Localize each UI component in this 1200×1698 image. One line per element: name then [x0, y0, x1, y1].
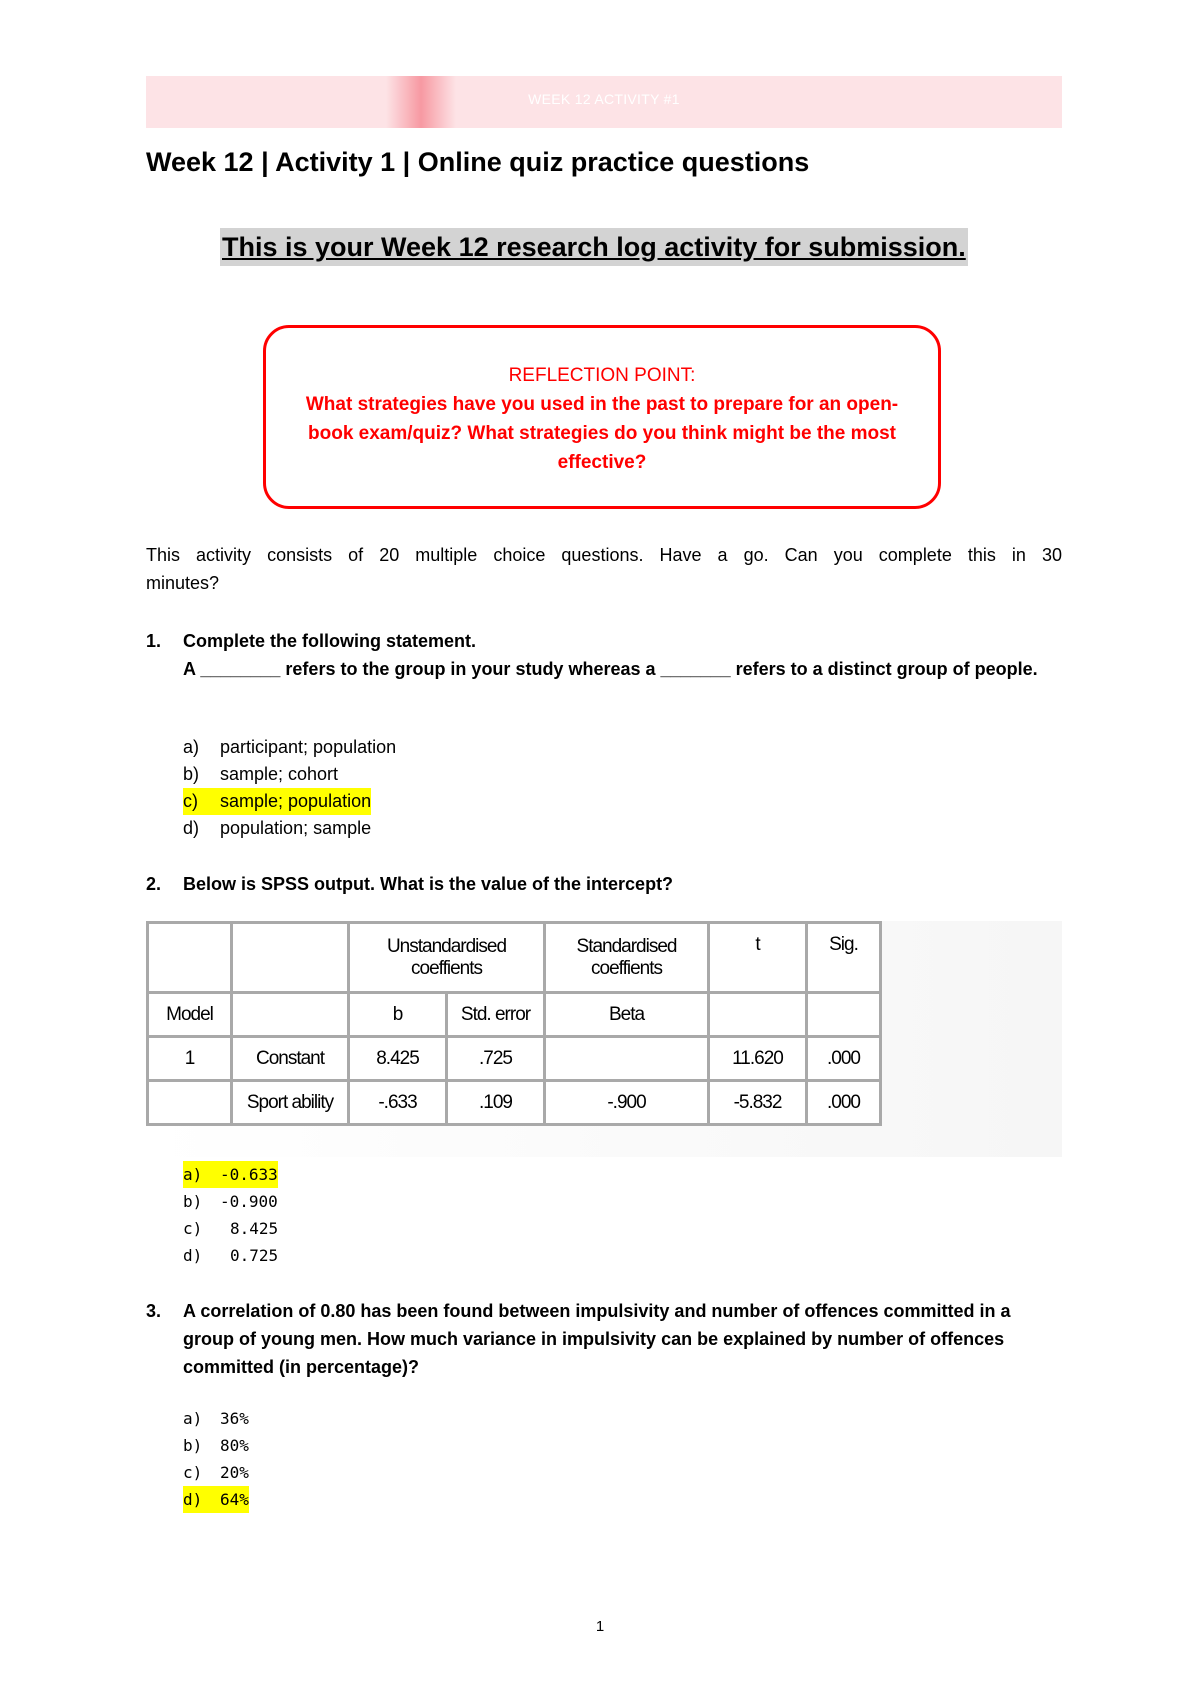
option-text: 64% — [220, 1490, 249, 1509]
table-cell: .109 — [447, 1081, 545, 1125]
option-text: 8.425 — [230, 1219, 279, 1238]
question-3 — [146, 1297, 1062, 1381]
option-letter: d) — [183, 1246, 203, 1265]
table-cell — [807, 993, 881, 1037]
option-highlight — [183, 1405, 249, 1432]
option[interactable] — [183, 788, 396, 815]
table-cell: 11.620 — [709, 1037, 807, 1081]
option-text: -0.633 — [220, 1165, 278, 1184]
option-letter: a) — [183, 1165, 203, 1184]
page-title: Week 12 | Activity 1 | Online quiz practice questions — [146, 147, 810, 177]
table-cell — [545, 1037, 709, 1081]
option-text: population; sample — [220, 818, 372, 838]
table-cell — [709, 993, 807, 1037]
table-cell: -5.832 — [709, 1081, 807, 1125]
option-letter: c) — [183, 1219, 203, 1238]
table-cell: Sport ability — [232, 1081, 349, 1125]
option-text: -0.900 — [220, 1192, 278, 1211]
submission-note-text: This is your Week 12 research log activity for submission. — [222, 232, 966, 262]
table-header-row — [148, 993, 881, 1037]
table-header-cell: Standardised coeffients — [545, 923, 709, 993]
option-highlight — [183, 788, 371, 815]
question-statement: A ________ refers to the group in your study whereas a _______ refers to a distinct group of people. — [183, 659, 1038, 679]
question-number: 2. — [146, 874, 162, 894]
options-q2 — [183, 1161, 278, 1269]
option[interactable] — [183, 1405, 249, 1432]
table-cell: -.900 — [545, 1081, 709, 1125]
option[interactable] — [183, 1459, 249, 1486]
table-cell: -.633 — [349, 1081, 447, 1125]
option-text: 0.725 — [230, 1246, 279, 1265]
table-row — [148, 1037, 881, 1081]
table-header-cell: b — [349, 993, 447, 1037]
table-header-row — [148, 923, 881, 993]
header-text: WEEK 12 ACTIVITY #1 — [528, 91, 680, 107]
question-prompt: A correlation of 0.80 has been found between impulsivity and number of offences committed in a group of young men. How much variance in impulsivity can be explained by number of offences committed (in percentage)? — [183, 1301, 1011, 1377]
option-letter: c) — [183, 791, 198, 811]
option[interactable] — [183, 1161, 278, 1188]
question-prompt: Complete the following statement. — [183, 631, 477, 651]
option-text: 36% — [220, 1409, 249, 1428]
option-letter: d) — [183, 1490, 203, 1509]
option-highlight — [183, 734, 396, 761]
option-highlight — [183, 1161, 278, 1188]
table-cell: Constant — [232, 1037, 349, 1081]
option-highlight — [183, 1188, 278, 1215]
option[interactable] — [183, 1432, 249, 1459]
option-letter: d) — [183, 818, 200, 838]
question-number: 3. — [146, 1301, 162, 1321]
submission-note — [220, 228, 968, 266]
page-header — [146, 76, 1062, 128]
option[interactable] — [183, 761, 396, 788]
table-row — [148, 1081, 881, 1125]
spss-coefficients-table — [146, 921, 882, 1126]
table-cell: .000 — [807, 1037, 881, 1081]
table-cell: .000 — [807, 1081, 881, 1125]
option-highlight — [183, 815, 371, 842]
question-2 — [146, 870, 1062, 898]
options-q1 — [183, 734, 396, 842]
question-prompt: Below is SPSS output. What is the value of the intercept? — [183, 874, 674, 894]
option-highlight — [183, 761, 338, 788]
option-letter: b) — [183, 1192, 203, 1211]
option-text: participant; population — [220, 737, 397, 757]
reflection-box — [263, 325, 941, 509]
table-cell — [232, 993, 349, 1037]
table-cell: 8.425 — [349, 1037, 447, 1081]
table-header-cell: Sig. — [807, 923, 881, 993]
question-number: 1. — [146, 631, 162, 651]
page-number: 1 — [595, 1618, 605, 1635]
table-cell: .725 — [447, 1037, 545, 1081]
table-header-cell: Beta — [545, 993, 709, 1037]
option-highlight — [183, 1242, 278, 1269]
table-cell — [148, 923, 232, 993]
options-q3 — [183, 1405, 249, 1513]
table-header-cell: t — [709, 923, 807, 993]
table-cell: 1 — [148, 1037, 232, 1081]
option[interactable] — [183, 1242, 278, 1269]
option[interactable] — [183, 1188, 278, 1215]
option[interactable] — [183, 815, 396, 842]
option-letter: a) — [183, 737, 200, 757]
option-letter: b) — [183, 764, 200, 784]
option-highlight — [183, 1215, 278, 1242]
option-highlight — [183, 1486, 249, 1513]
option[interactable] — [183, 1486, 249, 1513]
intro-paragraph: This activity consists of 20 multiple choice questions. Have a go. Can you complete this in 30 minutes? — [146, 545, 1062, 593]
table-cell — [148, 1081, 232, 1125]
table-header-cell: Std. error — [447, 993, 545, 1037]
option-text: 80% — [220, 1436, 249, 1455]
option-letter: b) — [183, 1436, 203, 1455]
table-header-cell: Model — [148, 993, 232, 1037]
table-header-cell: Unstandardised coeffients — [349, 923, 545, 993]
option-letter: a) — [183, 1409, 203, 1428]
option-highlight — [183, 1459, 249, 1486]
option-text: sample; population — [220, 791, 372, 811]
option-text: 20% — [220, 1463, 249, 1482]
table-cell — [232, 923, 349, 993]
option[interactable] — [183, 734, 396, 761]
option-highlight — [183, 1432, 249, 1459]
spss-output — [146, 921, 1062, 1157]
option-text: sample; cohort — [220, 764, 339, 784]
option[interactable] — [183, 1215, 278, 1242]
option-letter: c) — [183, 1463, 203, 1482]
reflection-heading: REFLECTION POINT: — [508, 365, 696, 386]
question-1 — [146, 627, 1062, 683]
reflection-body: What strategies have you used in the past to prepare for an open-book exam/quiz? What strategies do you think might be the most effective? — [305, 394, 899, 473]
